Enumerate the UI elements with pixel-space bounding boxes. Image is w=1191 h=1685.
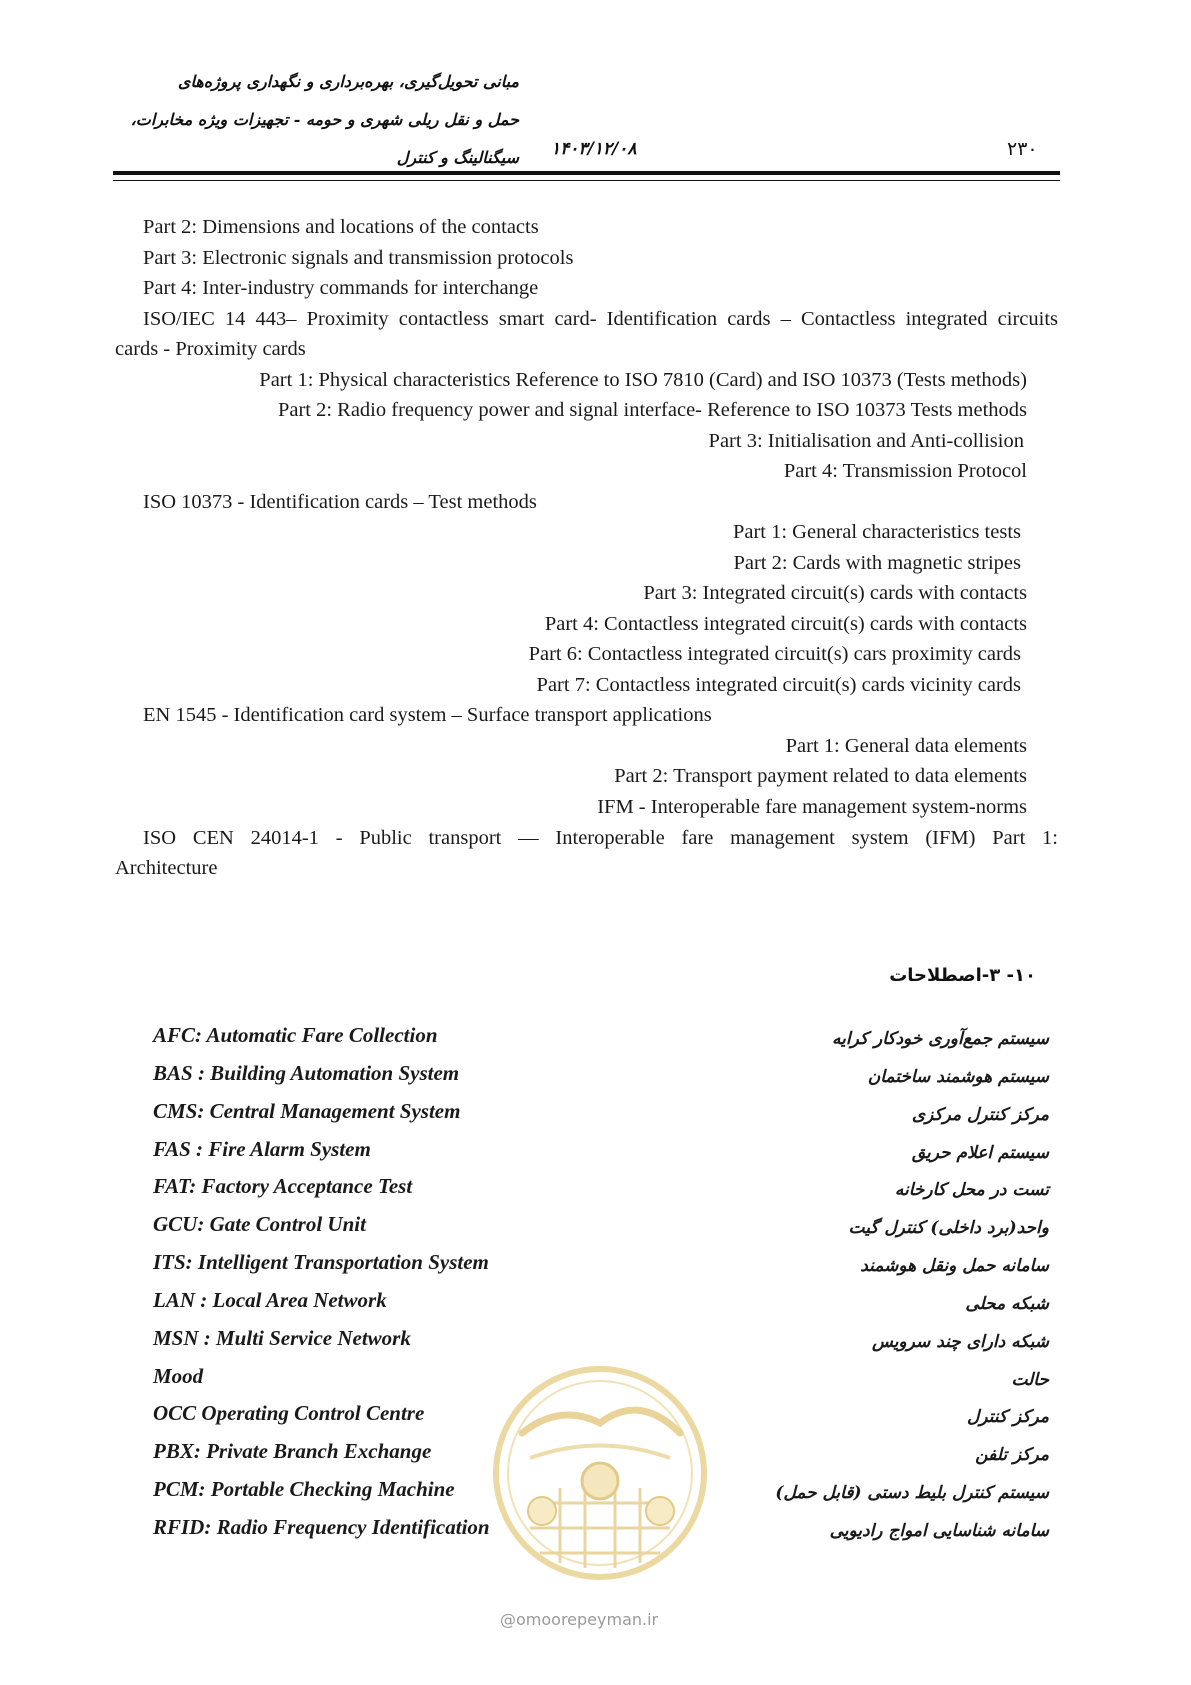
header-rule-thick <box>113 171 1060 175</box>
reference-line: cards - Proximity cards <box>115 338 306 360</box>
reference-line: Part 2: Radio frequency power and signal interface- Reference to ISO 10373 Tests methods <box>277 399 1027 421</box>
term-persian: سامانه شناسایی امواج رادیویی <box>829 1521 1049 1541</box>
term-english: OCC Operating Control Centre <box>153 1401 425 1425</box>
term-english: PCM: Portable Checking Machine <box>153 1477 455 1501</box>
term-persian: شبکه دارای چند سرویس <box>872 1332 1049 1352</box>
reference-line: Part 3: Integrated circuit(s) cards with contacts <box>643 582 1027 604</box>
term-english: CMS: Central Management System <box>153 1099 461 1123</box>
reference-line: Architecture <box>115 857 218 879</box>
term-persian: شبکه محلی <box>965 1294 1049 1314</box>
reference-line: Part 1: General characteristics tests <box>732 521 1021 543</box>
reference-line: IFM - Interoperable fare management system-norms <box>597 796 1027 818</box>
header-title-line-2: حمل و نقل ریلی شهری و حومه - تجهیزات ویژه مخابرات، <box>130 110 519 129</box>
reference-line: ISO/IEC 14 443– Proximity contactless smart card- Identification cards – Contactless integrated circuits <box>143 308 1058 330</box>
term-persian: تست در محل کارخانه <box>894 1180 1049 1200</box>
term-persian: مرکز کنترل مرکزی <box>911 1105 1049 1125</box>
reference-line: Part 2: Cards with magnetic stripes <box>733 552 1021 574</box>
reference-line: Part 6: Contactless integrated circuit(s) cars proximity cards <box>528 643 1021 665</box>
reference-line: Part 1: Physical characteristics Reference to ISO 7810 (Card) and ISO 10373 (Tests methods) <box>259 369 1027 391</box>
header-date: ۱۴۰۳/۱۲/۰۸ <box>551 139 637 159</box>
term-persian: واحد(برد داخلی) کنترل گیت <box>848 1218 1049 1238</box>
reference-line: Part 7: Contactless integrated circuit(s) cards vicinity cards <box>536 674 1021 696</box>
term-english: FAT: Factory Acceptance Test <box>153 1174 413 1198</box>
reference-line: Part 2: Transport payment related to data elements <box>614 765 1027 787</box>
reference-line: Part 4: Inter-industry commands for interchange <box>143 277 539 299</box>
page-number: ۲۳۰ <box>1007 138 1038 160</box>
reference-line: ISO CEN 24014-1 - Public transport — Interoperable fare management system (IFM) Part 1: <box>143 827 1058 849</box>
reference-line: Part 2: Dimensions and locations of the contacts <box>143 216 539 238</box>
term-persian: مرکز تلفن <box>975 1445 1049 1465</box>
section-heading: ۱۰- ۳-اصطلاحات <box>889 965 1036 986</box>
term-persian: سیستم جمع‌آوری خودکار کرایه <box>832 1029 1049 1049</box>
watermark-logo <box>490 1363 710 1583</box>
term-english: PBX: Private Branch Exchange <box>153 1439 432 1463</box>
header-title-line-1: مبانی تحویل‌گیری، بهره‌برداری و نگهداری پروژه‌های <box>177 72 519 91</box>
term-persian: سیستم کنترل بلیط دستی (قابل حمل) <box>775 1483 1049 1503</box>
term-english: AFC: Automatic Fare Collection <box>153 1023 438 1047</box>
reference-line: Part 1: General data elements <box>785 735 1027 757</box>
reference-line: Part 3: Initialisation and Anti-collision <box>708 430 1024 452</box>
term-english: LAN : Local Area Network <box>153 1288 387 1312</box>
term-persian: سیستم اعلام حریق <box>911 1143 1049 1163</box>
reference-line: ISO 10373 - Identification cards – Test methods <box>143 491 537 513</box>
term-english: RFID: Radio Frequency Identification <box>153 1515 490 1539</box>
reference-line: EN 1545 - Identification card system – Surface transport applications <box>143 704 712 726</box>
reference-line: Part 3: Electronic signals and transmission protocols <box>143 247 574 269</box>
reference-line: Part 4: Contactless integrated circuit(s) cards with contacts <box>544 613 1027 635</box>
term-persian: سیستم هوشمند ساختمان <box>867 1067 1049 1087</box>
header-title-line-3: سیگنالینگ و کنترل <box>396 148 519 167</box>
term-english: BAS : Building Automation System <box>153 1061 460 1085</box>
term-english: ITS: Intelligent Transportation System <box>153 1250 489 1274</box>
term-english: Mood <box>153 1364 204 1388</box>
term-persian: حالت <box>1011 1370 1049 1390</box>
header-rule-thin <box>113 180 1060 181</box>
reference-line: Part 4: Transmission Protocol <box>783 460 1027 482</box>
term-persian: سامانه حمل ونقل هوشمند <box>860 1256 1049 1276</box>
term-english: GCU: Gate Control Unit <box>153 1212 366 1236</box>
term-persian: مرکز کنترل <box>967 1407 1049 1427</box>
watermark-url: @omoorepeyman.ir <box>500 1610 659 1629</box>
term-english: FAS : Fire Alarm System <box>153 1137 371 1161</box>
term-english: MSN : Multi Service Network <box>153 1326 411 1350</box>
